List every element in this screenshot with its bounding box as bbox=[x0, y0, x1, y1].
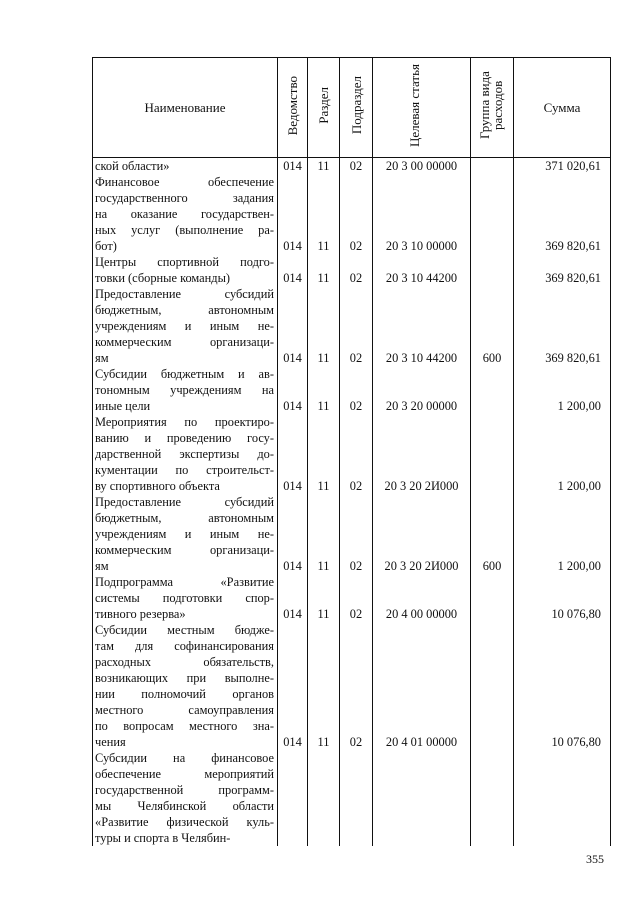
header-vedomstvo: Ведомство bbox=[278, 58, 308, 158]
row-name-line: Предоставление субсидий bbox=[95, 495, 274, 509]
row-name-line: государственного задания bbox=[95, 191, 274, 205]
table-row bbox=[93, 750, 611, 846]
table-row bbox=[93, 286, 611, 366]
row-gruppa bbox=[471, 574, 514, 622]
row-vedomstvo: 014 bbox=[278, 174, 308, 254]
row-celevaya-statya: 20 3 10 00000 bbox=[373, 174, 471, 254]
table-row bbox=[93, 574, 611, 622]
row-name-line: учреждениям и иным не- bbox=[95, 527, 274, 541]
row-name-line: бюджетным, автономным bbox=[95, 303, 274, 317]
row-podrazdel: 02 bbox=[340, 414, 373, 494]
row-celevaya-statya: 20 4 00 00000 bbox=[373, 574, 471, 622]
row-name-line: дарственной экспертизы до- bbox=[95, 447, 274, 461]
row-name-line: тивного резерва» bbox=[95, 607, 186, 621]
row-name-line: тономным учреждениям на bbox=[95, 383, 274, 397]
row-razdel: 11 bbox=[308, 494, 340, 574]
row-name-line: по вопросам местного зна- bbox=[95, 719, 274, 733]
table-row bbox=[93, 254, 611, 286]
row-name bbox=[93, 254, 278, 286]
row-name bbox=[93, 158, 278, 175]
header-celevaya-statya: Целевая статья bbox=[373, 58, 471, 158]
row-celevaya-statya: 20 3 20 2И000 bbox=[373, 494, 471, 574]
row-summa: 371 020,61 bbox=[514, 158, 611, 175]
table-row bbox=[93, 174, 611, 254]
row-gruppa bbox=[471, 366, 514, 414]
row-name-line: ных услуг (выполнение ра- bbox=[95, 223, 274, 237]
page-number: 355 bbox=[586, 852, 604, 866]
row-vedomstvo: 014 bbox=[278, 574, 308, 622]
row-summa: 1 200,00 bbox=[514, 366, 611, 414]
row-celevaya-statya: 20 4 01 00000 bbox=[373, 622, 471, 750]
row-name-line: Предоставление субсидий bbox=[95, 287, 274, 301]
row-gruppa bbox=[471, 414, 514, 494]
budget-table bbox=[92, 57, 611, 846]
row-name bbox=[93, 174, 278, 254]
row-vedomstvo: 014 bbox=[278, 366, 308, 414]
header-razdel: Раздел bbox=[308, 58, 340, 158]
row-summa: 10 076,80 bbox=[514, 622, 611, 750]
row-podrazdel: 02 bbox=[340, 622, 373, 750]
row-razdel: 11 bbox=[308, 414, 340, 494]
row-razdel: 11 bbox=[308, 622, 340, 750]
row-name-line: там для софинансирования bbox=[95, 639, 274, 653]
row-podrazdel: 02 bbox=[340, 366, 373, 414]
row-gruppa bbox=[471, 622, 514, 750]
row-name-line: нии полномочий органов bbox=[95, 687, 274, 701]
table-row bbox=[93, 414, 611, 494]
row-razdel bbox=[308, 750, 340, 846]
row-name-line: Подпрограмма «Развитие bbox=[95, 575, 274, 589]
row-summa: 10 076,80 bbox=[514, 574, 611, 622]
row-name-line: кументации по строительст- bbox=[95, 463, 274, 477]
row-name-line: «Развитие физической куль- bbox=[95, 815, 274, 829]
table-body bbox=[93, 158, 611, 847]
row-name-line: ям bbox=[95, 559, 109, 573]
row-vedomstvo: 014 bbox=[278, 254, 308, 286]
header-podrazdel: Подраздел bbox=[340, 58, 373, 158]
row-celevaya-statya: 20 3 00 00000 bbox=[373, 158, 471, 175]
row-name-line: товки (сборные команды) bbox=[95, 271, 231, 285]
row-name-line: Мероприятия по проектиро- bbox=[95, 415, 274, 429]
row-name-line: коммерческим организаци- bbox=[95, 543, 274, 557]
row-name bbox=[93, 286, 278, 366]
row-name-line: государственной программ- bbox=[95, 783, 274, 797]
budget-table-container bbox=[92, 57, 610, 846]
row-name-line: на оказание государствен- bbox=[95, 207, 274, 221]
row-gruppa bbox=[471, 750, 514, 846]
row-razdel: 11 bbox=[308, 254, 340, 286]
row-name-line: коммерческим организаци- bbox=[95, 335, 274, 349]
row-celevaya-statya bbox=[373, 750, 471, 846]
row-razdel: 11 bbox=[308, 174, 340, 254]
row-summa: 369 820,61 bbox=[514, 254, 611, 286]
row-name-line: расходных обязательств, bbox=[95, 655, 274, 669]
row-vedomstvo: 014 bbox=[278, 286, 308, 366]
row-name-line: мы Челябинской области bbox=[95, 799, 274, 813]
row-name-line: ской области» bbox=[95, 159, 170, 173]
row-razdel: 11 bbox=[308, 366, 340, 414]
row-gruppa: 600 bbox=[471, 286, 514, 366]
table-row bbox=[93, 494, 611, 574]
row-name-line: Субсидии на финансовое bbox=[95, 751, 274, 765]
row-name-line: обеспечение мероприятий bbox=[95, 767, 274, 781]
row-gruppa bbox=[471, 158, 514, 175]
row-name-line: Субсидии местным бюдже- bbox=[95, 623, 274, 637]
row-name-line: иные цели bbox=[95, 399, 151, 413]
row-name-line: ву спортивного объекта bbox=[95, 479, 220, 493]
row-celevaya-statya: 20 3 20 00000 bbox=[373, 366, 471, 414]
row-vedomstvo: 014 bbox=[278, 414, 308, 494]
row-summa bbox=[514, 750, 611, 846]
header-name: Наименование bbox=[93, 58, 278, 158]
row-name-line: туры и спорта в Челябин- bbox=[95, 831, 231, 845]
row-razdel: 11 bbox=[308, 158, 340, 175]
row-name-line: Финансовое обеспечение bbox=[95, 175, 274, 189]
row-name-line: местного самоуправления bbox=[95, 703, 274, 717]
row-name bbox=[93, 494, 278, 574]
table-header-row bbox=[93, 58, 611, 158]
row-podrazdel: 02 bbox=[340, 158, 373, 175]
row-celevaya-statya: 20 3 20 2И000 bbox=[373, 414, 471, 494]
table-row bbox=[93, 158, 611, 175]
row-vedomstvo bbox=[278, 750, 308, 846]
row-summa: 369 820,61 bbox=[514, 286, 611, 366]
row-podrazdel: 02 bbox=[340, 174, 373, 254]
header-gruppa-vida-rashodov: Группа вида расходов bbox=[471, 58, 514, 158]
row-vedomstvo: 014 bbox=[278, 494, 308, 574]
row-name bbox=[93, 366, 278, 414]
row-gruppa: 600 bbox=[471, 494, 514, 574]
row-name bbox=[93, 414, 278, 494]
row-name-line: ям bbox=[95, 351, 109, 365]
row-vedomstvo: 014 bbox=[278, 158, 308, 175]
row-name-line: Центры спортивной подго- bbox=[95, 255, 274, 269]
row-summa: 1 200,00 bbox=[514, 414, 611, 494]
row-podrazdel bbox=[340, 750, 373, 846]
row-name-line: бот) bbox=[95, 239, 117, 253]
row-podrazdel: 02 bbox=[340, 286, 373, 366]
row-celevaya-statya: 20 3 10 44200 bbox=[373, 254, 471, 286]
row-name-line: чения bbox=[95, 735, 126, 749]
row-name bbox=[93, 750, 278, 846]
row-podrazdel: 02 bbox=[340, 574, 373, 622]
table-row bbox=[93, 366, 611, 414]
row-name-line: возникающих при выполне- bbox=[95, 671, 274, 685]
row-name-line: бюджетным, автономным bbox=[95, 511, 274, 525]
row-name-line: учреждениям и иным не- bbox=[95, 319, 274, 333]
row-celevaya-statya: 20 3 10 44200 bbox=[373, 286, 471, 366]
row-razdel: 11 bbox=[308, 286, 340, 366]
row-vedomstvo: 014 bbox=[278, 622, 308, 750]
row-summa: 369 820,61 bbox=[514, 174, 611, 254]
row-name bbox=[93, 574, 278, 622]
row-gruppa bbox=[471, 174, 514, 254]
table-row bbox=[93, 622, 611, 750]
row-podrazdel: 02 bbox=[340, 494, 373, 574]
row-gruppa bbox=[471, 254, 514, 286]
header-summa: Сумма bbox=[514, 58, 611, 158]
row-name bbox=[93, 622, 278, 750]
row-name-line: ванию и проведению госу- bbox=[95, 431, 274, 445]
row-razdel: 11 bbox=[308, 574, 340, 622]
row-name-line: Субсидии бюджетным и ав- bbox=[95, 367, 274, 381]
row-summa: 1 200,00 bbox=[514, 494, 611, 574]
row-podrazdel: 02 bbox=[340, 254, 373, 286]
row-name-line: системы подготовки спор- bbox=[95, 591, 274, 605]
